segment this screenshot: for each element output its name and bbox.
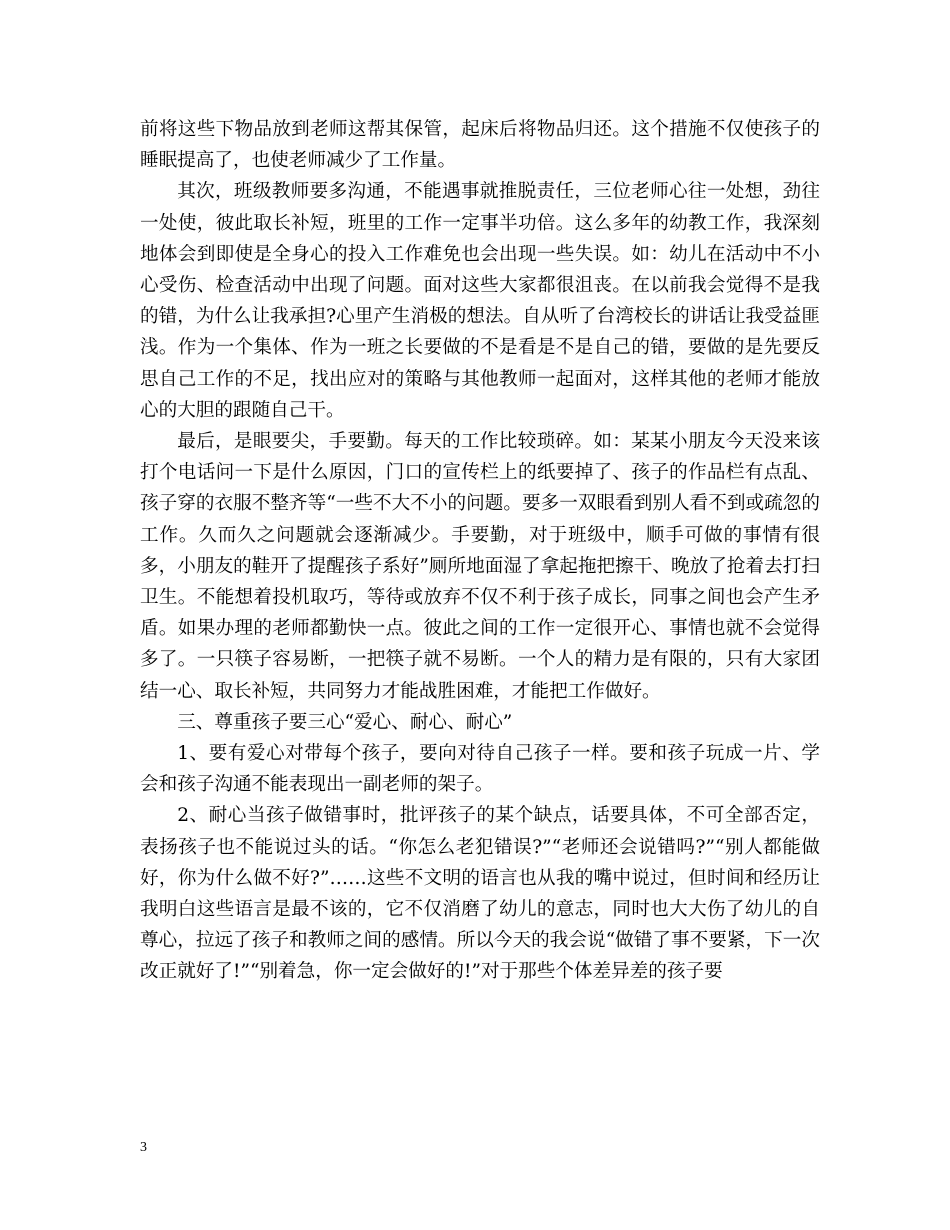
paragraph-love: 1、要有爱心对带每个孩子，要向对待自己孩子一样。要和孩子玩成一片、学会和孩子沟通不能表现出一副老师的架子。 [140,743,820,796]
document-body [140,114,820,988]
paragraph-patience: 2、耐心当孩子做错事时，批评孩子的某个缺点，话要具体，不可全部否定，表扬孩子也不能说过头的话。“你怎么老犯错误?”“老师还会说错吗?”“别人都能做好，你为什么做不好?”……这些不文明的语言也从我的嘴中说过，但时间和经历让我明白这些语言是最不该的，它不仅消磨了幼儿的意志，同时也大大伤了幼儿的自尊心，拉远了孩子和教师之间的感情。所以今天的我会说“做错了事不要紧，下一次改正就好了!”“别着急，你一定会做好的!”对于那些个体差异差的孩子要 [140,805,820,983]
paragraph-diligence: 最后，是眼要尖，手要勤。每天的工作比较琐碎。如：某某小朋友今天没来该打个电话问一下是什么原因，门口的宣传栏上的纸要掉了、孩子的作品栏有点乱、孩子穿的衣服不整齐等“一些不大不小的问题。要多一双眼看到别人看不到或疏忽的工作。久而久之问题就会逐渐减少。手要勤，对于班级中，顺手可做的事情有很多，小朋友的鞋开了提醒孩子系好”厕所地面湿了拿起拖把擦干、晚放了抢着去打扫卫生。不能想着投机取巧，等待或放弃不仅不利于孩子成长，同事之间也会产生矛盾。如果办理的老师都勤快一点。彼此之间的工作一定很开心、事情也就不会觉得多了。一只筷子容易断，一把筷子就不易断。一个人的精力是有限的，只有大家团结一心、取长补短，共同努力才能战胜困难，才能把工作做好。 [140,431,820,702]
paragraph-communication: 其次，班级教师要多沟通，不能遇事就推脱责任，三位老师心往一处想，劲往一处使，彼此取长补短，班里的工作一定事半功倍。这么多年的幼教工作，我深刻地体会到即使是全身心的投入工作难免也会出现一些失误。如：幼儿在活动中不小心受伤、检查活动中出现了问题。面对这些大家都很沮丧。在以前我会觉得不是我的错，为什么让我承担?心里产生消极的想法。自从听了台湾校长的讲话让我受益匪浅。作为一个集体、作为一班之长要做的不是看是不是自己的错，要做的是先要反思自己工作的不足，找出应对的策略与其他教师一起面对，这样其他的老师才能放心的大胆的跟随自己干。 [140,181,820,421]
section-heading-three-hearts: 三、尊重孩子要三心“爱心、耐心、耐心” [177,711,513,733]
paragraph-continuation: 前将这些下物品放到老师这帮其保管，起床后将物品归还。这个措施不仅使孩子的睡眠提高了，也使老师减少了工作量。 [140,119,820,172]
page-number: 3 [140,1140,147,1155]
